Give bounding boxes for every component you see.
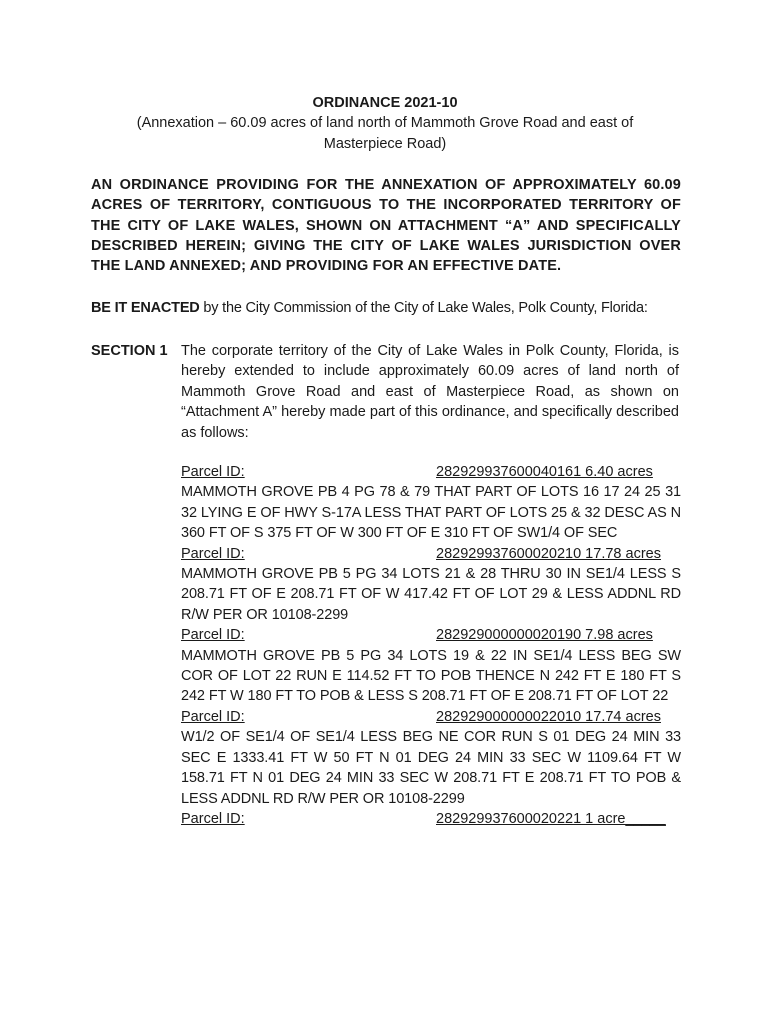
- ordinance-title: ORDINANCE 2021-10: [312, 95, 458, 111]
- enactment-lead: BE IT ENACTED: [91, 300, 200, 316]
- parcel-id-value: 282929000000022010 17.74 acres: [436, 708, 661, 725]
- parcel-id-value: 282929937600020221 1 acre: [436, 810, 626, 827]
- parcel-id-label: Parcel ID:: [181, 464, 245, 480]
- parcel-id-label: Parcel ID:: [181, 627, 245, 644]
- parcel-id-line: [181, 809, 681, 829]
- parcel-entry: [181, 462, 681, 544]
- parcel-id-value: 282929937600040161 6.40 acres: [436, 464, 653, 480]
- parcel-entry: [181, 544, 681, 626]
- parcel-id-line: [181, 707, 681, 727]
- enactment-rest: by the City Commission of the City of Lake Wales, Polk County, Florida:: [199, 300, 648, 316]
- parcel-id-label: Parcel ID:: [181, 708, 245, 725]
- ordinance-preamble: AN ORDINANCE PROVIDING FOR THE ANNEXATION OF APPROXIMATELY 60.09 ACRES OF TERRITORY, CONTIGUOUS TO THE INCORPORATED TERRITORY OF THE CITY OF LAKE WALES, SHOWN ON ATTACHMENT “A” AND SPECIFICALLY DESCRIBED HEREIN; GIVING THE CITY OF LAKE WALES JURISDICTION OVER THE LAND ANNEXED; AND PROVIDING FOR AN EFFECTIVE DATE.: [91, 177, 681, 275]
- parcel-id-line: [181, 625, 681, 645]
- parcel-id-value: 282929937600020210 17.78 acres: [436, 545, 661, 562]
- parcel-id-value: 282929000000020190 7.98 acres: [436, 627, 653, 644]
- parcel-id-label: Parcel ID:: [181, 810, 245, 827]
- parcel-id-line: [181, 462, 681, 482]
- parcel-entry: [181, 625, 681, 707]
- parcel-id-line: [181, 544, 681, 564]
- enactment-clause: [91, 298, 691, 318]
- parcel-description: MAMMOTH GROVE PB 4 PG 78 & 79 THAT PART OF LOTS 16 17 24 25 31 32 LYING E OF HWY S-17A LESS THAT PART OF LOTS 25 & 32 DESC AS N 360 FT OF S 375 FT OF W 300 FT OF E 310 FT OF SW1/4 OF SEC: [181, 484, 681, 542]
- parcel-entry: [181, 707, 681, 809]
- section-1-text: The corporate territory of the City of Lake Wales in Polk County, Florida, is hereby extended to include approximately 60.09 acres of land north of Mammoth Grove Road and east of Masterpiece Road, as shown on “Attachment A” hereby made part of this ordinance, and specifically described as follows:: [181, 343, 679, 441]
- ordinance-subtitle: (Annexation – 60.09 acres of land north of Mammoth Grove Road and east of Masterpiece Road): [136, 115, 634, 152]
- parcel-id-label: Parcel ID:: [181, 545, 245, 562]
- parcel-list: [181, 462, 681, 829]
- parcel-entry: [181, 809, 681, 829]
- parcel-id-trail: _____: [625, 810, 666, 827]
- parcel-description: W1/2 OF SE1/4 OF SE1/4 LESS BEG NE COR RUN S 01 DEG 24 MIN 33 SEC E 1333.41 FT W 50 FT N 01 DEG 24 MIN 33 SEC W 1109.64 FT W 158.71 FT N 01 DEG 24 MIN 33 SEC W 208.71 FT E 208.71 FT TO POB & LESS ADDNL RD R/W PER OR 10108-2299: [181, 729, 681, 807]
- section-1-label: SECTION 1: [91, 343, 168, 359]
- parcel-description: MAMMOTH GROVE PB 5 PG 34 LOTS 21 & 28 THRU 30 IN SE1/4 LESS S 208.71 FT OF E 208.71 FT OF W 417.42 FT OF LOT 29 & LESS ADDNL RD R/W PER OR 10108-2299: [181, 566, 681, 623]
- parcel-description: MAMMOTH GROVE PB 5 PG 34 LOTS 19 & 22 IN SE1/4 LESS BEG SW COR OF LOT 22 RUN E 114.52 FT TO POB THENCE N 242 FT E 180 FT S 242 FT W 180 FT TO POB & LESS S 208.71 FT OF E 208.71 FT OF LOT 22: [181, 647, 681, 705]
